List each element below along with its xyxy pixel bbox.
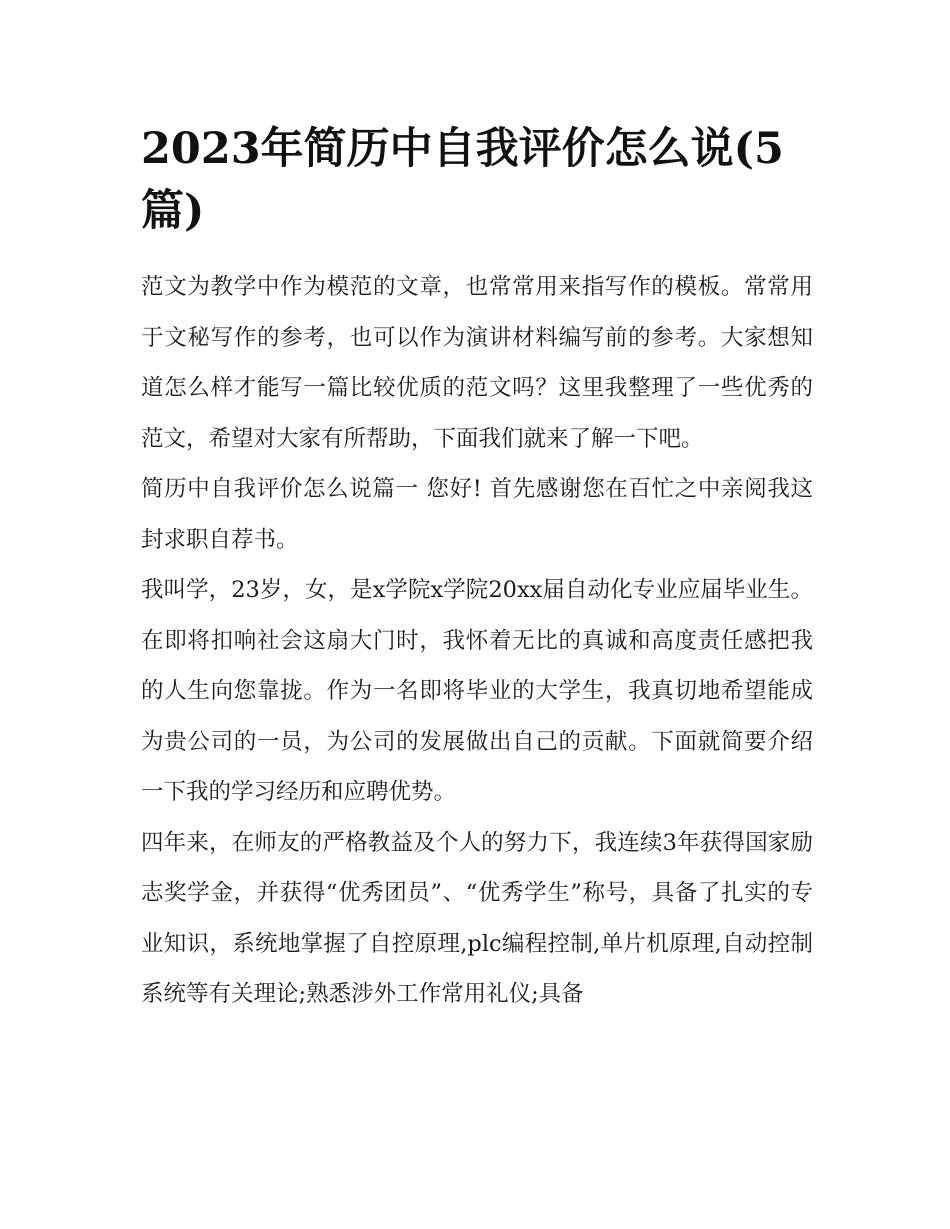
intro-paragraph: 范文为教学中作为模范的文章，也常常用来指写作的模板。常常用于文秘写作的参考，也可以作为演讲材料编写前的参考。大家想知道怎么样才能写一篇比较优质的范文吗？这里我整理了一些优秀的范文，希望对大家有所帮助，下面我们就来了解一下吧。 bbox=[141, 274, 813, 452]
achievements-paragraph: 四年来，在师友的严格教益及个人的努力下，我连续3年获得国家励志奖学金，并获得“优秀团员”、“优秀学生”称号，具备了扎实的专业知识，系统地掌握了自控原理,plc编程控制,单片机原理,自动控制系统等有关理论;熟悉涉外工作常用礼仪;具备 bbox=[141, 829, 813, 1007]
document-title: 2023年简历中自我评价怎么说(5篇) bbox=[141, 124, 784, 236]
section-one-opening-paragraph: 简历中自我评价怎么说篇一 您好! 首先感谢您在百忙之中亲阅我这封求职自荐书。 bbox=[141, 476, 813, 553]
document-page bbox=[141, 118, 813, 1020]
document-body bbox=[141, 262, 813, 1020]
self-introduction-paragraph: 我叫学，23岁，女，是x学院x学院20xx届自动化专业应届毕业生。在即将扣响社会这扇大门时，我怀着无比的真诚和高度责任感把我的人生向您靠拢。作为一名即将毕业的大学生，我真切地希望能成为贵公司的一员，为公司的发展做出自己的贡献。下面就简要介绍一下我的学习经历和应聘优势。 bbox=[141, 577, 813, 805]
